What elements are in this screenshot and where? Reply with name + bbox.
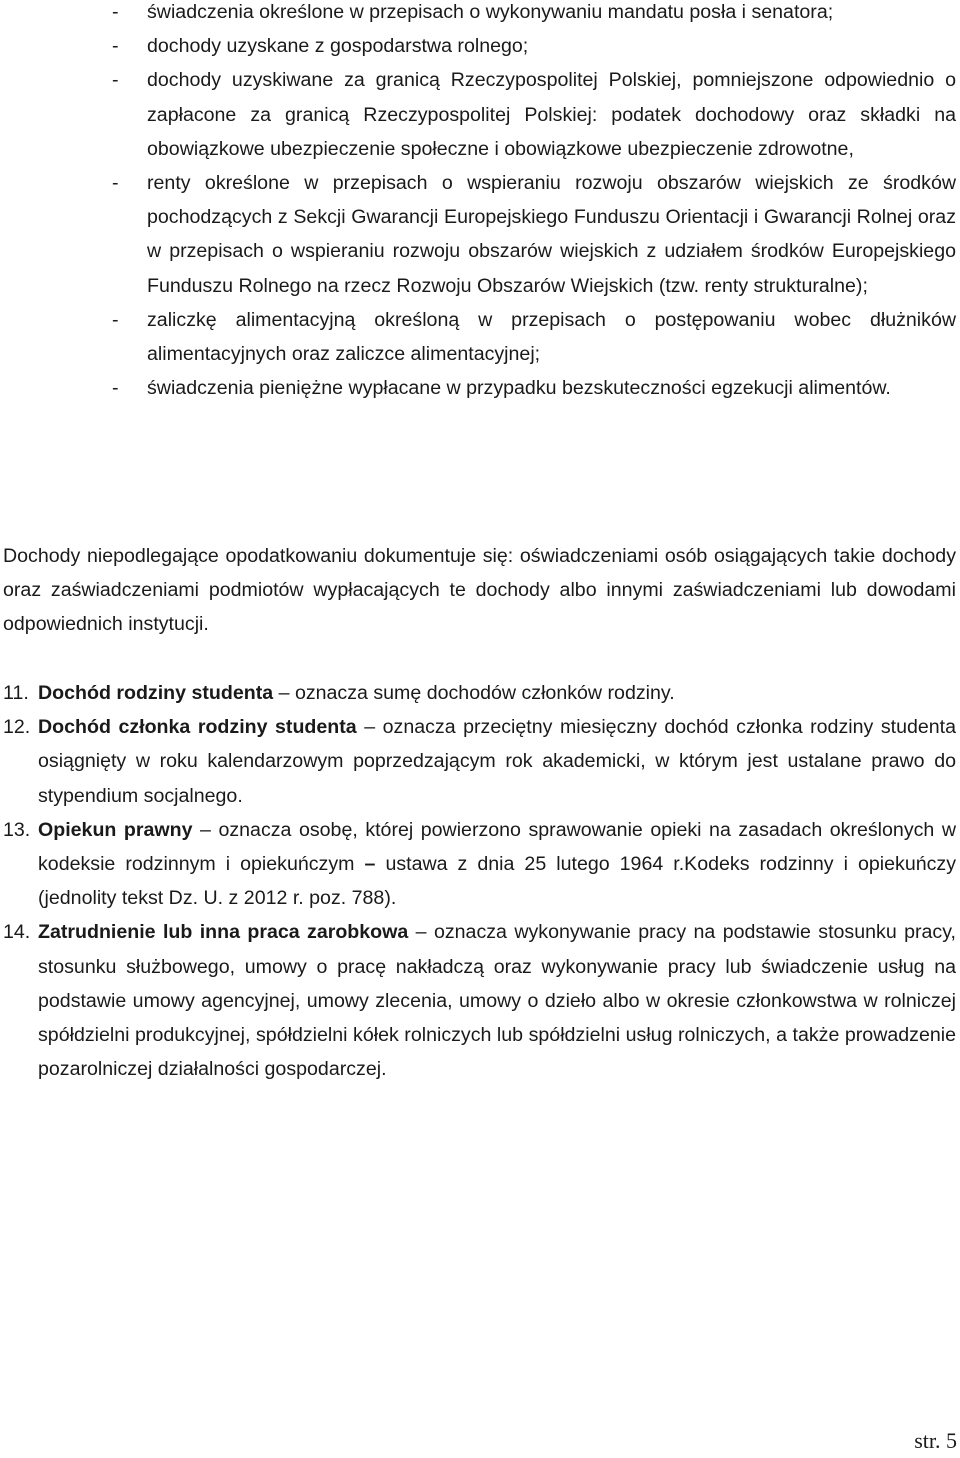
list-item <box>0 0 960 29</box>
definition-term: Dochód rodziny studenta <box>38 682 274 704</box>
definition-item <box>0 813 960 916</box>
list-item-text: renty określone w przepisach o wspieraniu rozwoju obszarów wiejskich ze środków pochodzących z Sekcji Gwarancji Europejskiego Funduszu Orientacji i Gwarancji Rolnej oraz w przepisach o wspieraniu rozwoju obszarów wiejskich z udziałem środków Europejskiego Funduszu Rolnego na rzecz Rozwoju Obszarów Wiejskich (tzw. renty strukturalne); <box>147 172 956 297</box>
list-item-text: świadczenia określone w przepisach o wykonywaniu mandatu posła i senatora; <box>147 1 834 23</box>
definition-number: 11. <box>3 682 29 704</box>
definition-text: oznacza wykonywanie pracy na podstawie stosunku pracy, stosunku służbowego, umowy o pracę nakładczą oraz wykonywanie pracy lub świadczenie usług na podstawie umowy agencyjnej, umowy zlecenia, umowy o dzieło albo w okresie członkowstwa w rolniczej spółdzielni produkcyjnej, spółdzielni kółek rolniczych lub spółdzielni usług rolniczych, a także prowadzenie pozarolniczej działalności gospodarczej. <box>38 921 956 1081</box>
definition-text: oznacza osobę, której powierzono sprawowanie opieki na zasadach określonych w kodeksie rodzinnym i opiekuńczym <box>38 818 956 876</box>
list-item-text: świadczenia pieniężne wypłacane w przypadku bezskuteczności egzekucji alimentów. <box>147 377 891 400</box>
definition-term: Dochód członka rodziny studenta <box>38 716 357 739</box>
definition-term: Opiekun prawny <box>38 818 193 841</box>
list-item <box>0 63 960 166</box>
list-bullet: - <box>112 377 119 400</box>
definition-bold-dash: – <box>364 853 376 876</box>
definition-number: 13. <box>3 818 31 841</box>
definition-dash: – <box>200 818 211 841</box>
definition-item <box>0 710 960 813</box>
definition-number: 14. <box>3 921 31 944</box>
list-item <box>0 29 960 63</box>
definition-number: 12. <box>3 716 31 739</box>
definition-dash: – <box>415 921 427 944</box>
definition-text: oznacza przeciętny miesięczny dochód członka rodziny studenta osiągnięty w roku kalendarzowym poprzedzającym rok akademicki, w którym jest ustalane prawo do stypendium socjalnego. <box>38 716 956 807</box>
list-bullet: - <box>112 172 119 195</box>
list-bullet: - <box>112 1 119 23</box>
list-item <box>0 166 960 303</box>
definition-text-continued: ustawa z dnia 25 lutego 1964 r.Kodeks rodzinny i opiekuńczy (jednolity tekst Dz. U. z 2012 r. poz. 788). <box>38 853 957 910</box>
list-item-text: dochody uzyskiwane za granicą Rzeczypospolitej Polskiej, pomniejszone odpowiednio o zapłacone za granicą Rzeczypospolitej Polskiej: podatek dochodowy oraz składki na obowiązkowe ubezpieczenie społeczne i obowiązkowe ubezpieczenie zdrowotne, <box>147 69 956 160</box>
list-bullet: - <box>112 308 119 331</box>
definitions-list <box>0 676 960 1086</box>
list-bullet: - <box>112 35 119 58</box>
list-item <box>0 371 960 405</box>
documentation-paragraph: Dochody niepodlegające opodatkowaniu dokumentuje się: oświadczeniami osób osiągających takie dochody oraz zaświadczeniami podmiotów wypłacających te dochody albo innymi zaświadczeniami lub dowodami odpowiednich instytucji. <box>3 545 956 636</box>
list-item-text: zaliczkę alimentacyjną określoną w przepisach o postępowaniu wobec dłużników alimentacyjnych oraz zaliczce alimentacyjnej; <box>147 308 956 366</box>
exempt-income-list <box>0 0 960 405</box>
definition-text: oznacza sumę dochodów członków rodziny. <box>294 682 675 704</box>
list-item-text: dochody uzyskane z gospodarstwa rolnego; <box>147 35 529 58</box>
definition-term: Zatrudnienie lub inna praca zarobkowa <box>38 921 409 944</box>
list-item <box>0 303 960 371</box>
list-bullet: - <box>112 69 119 92</box>
definition-item <box>0 915 960 1086</box>
definition-item <box>0 676 960 710</box>
page-number: str. 5 <box>914 1428 957 1453</box>
definition-dash: – <box>278 682 290 704</box>
definition-dash: – <box>364 716 376 739</box>
